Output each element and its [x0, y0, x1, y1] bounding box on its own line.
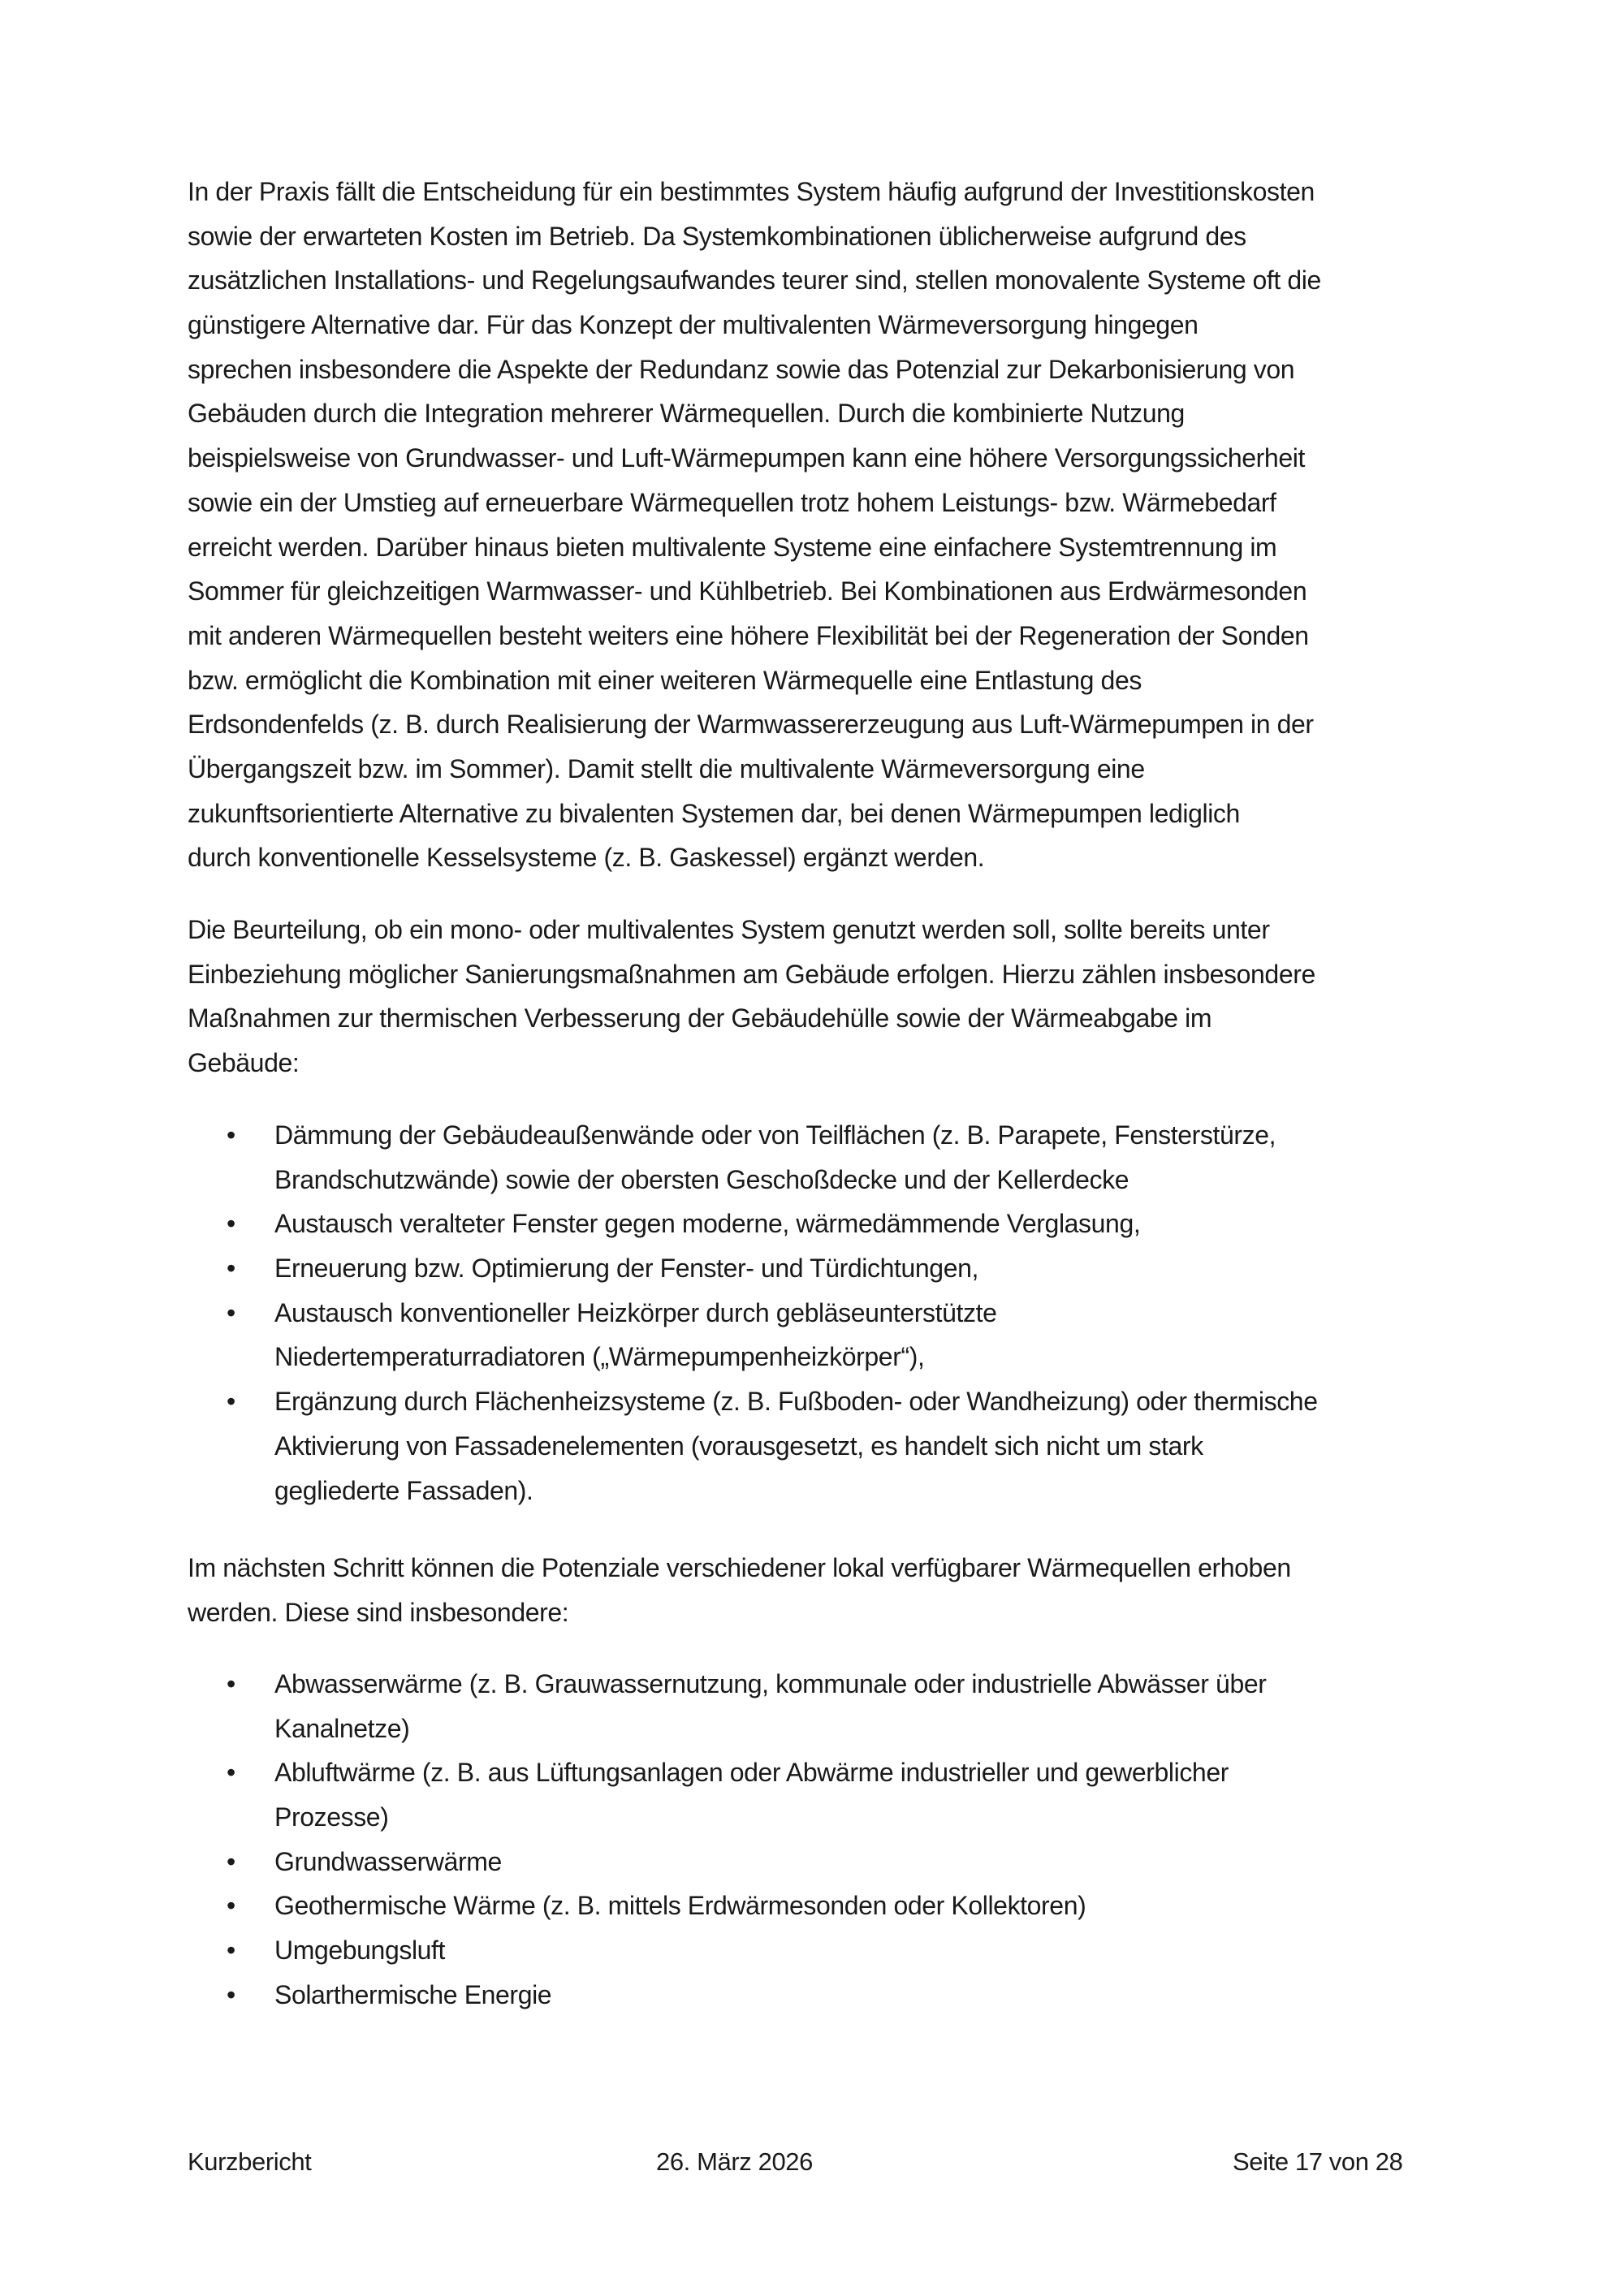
text-line: bzw. ermöglicht die Kombination mit einer weiteren Wärmequelle eine Entlastung des: [188, 665, 1142, 695]
text-line: In der Praxis fällt die Entscheidung für ein bestimmtes System häufig aufgrund der Investitionskosten: [188, 177, 1315, 206]
list-item-text: Kanalnetze): [274, 1713, 410, 1743]
bullet-icon: •: [227, 1891, 235, 1921]
text-line: zukunftsorientierte Alternative zu bivalenten Systemen dar, bei denen Wärmepumpen lediglich: [188, 798, 1240, 828]
text-line: Übergangszeit bzw. im Sommer). Damit stellt die multivalente Wärmeversorgung eine: [188, 753, 1145, 783]
text-line: günstigere Alternative dar. Für das Konzept der multivalenten Wärmeversorgung hingegen: [188, 310, 1199, 340]
bullet-icon: •: [227, 1936, 235, 1966]
list-item-text: Ergänzung durch Flächenheizsysteme (z. B. Fußboden- oder Wandheizung) oder thermische: [274, 1387, 1318, 1417]
paragraph-2: [188, 908, 1487, 1085]
list-item: [188, 1202, 1487, 1246]
heat-sources-list: [188, 1662, 1487, 2018]
list-item-text: gegliederte Fassaden).: [274, 1475, 533, 1505]
bullet-icon: •: [227, 1846, 235, 1876]
list-item-text: Abwasserwärme (z. B. Grauwassernutzung, kommunale oder industrielle Abwässer über: [274, 1669, 1267, 1698]
list-item: [188, 1113, 1487, 1202]
footer-document-title: Kurzbericht: [188, 2147, 312, 2176]
list-item-text: Aktivierung von Fassadenelementen (vorausgesetzt, es handelt sich nicht um stark: [274, 1431, 1203, 1461]
text-line: Gebäuden durch die Integration mehrerer Wärmequellen. Durch die kombinierte Nutzung: [188, 399, 1185, 429]
text-line: zusätzlichen Installations- und Regelungsaufwandes teurer sind, stellen monovalente Systeme oft die: [188, 265, 1321, 296]
footer-page-number: Seite 17 von 28: [1233, 2147, 1403, 2176]
list-item-text: Niedertemperaturradiatoren („Wärmepumpenheizkörper“),: [274, 1342, 925, 1372]
bullet-icon: •: [227, 1669, 235, 1698]
renovation-measures-list: [188, 1113, 1487, 1513]
list-item: [188, 1840, 1487, 1884]
text-line: Gebäude:: [188, 1048, 300, 1078]
text-line: Im nächsten Schritt können die Potenziale verschiedener lokal verfügbarer Wärmequellen erhoben: [188, 1553, 1291, 1582]
text-line: mit anderen Wärmequellen besteht weiters eine höhere Flexibilität bei der Regeneration der Sonden: [188, 620, 1309, 650]
text-line: Maßnahmen zur thermischen Verbesserung der Gebäudehülle sowie der Wärmeabgabe im: [188, 1003, 1212, 1034]
list-item-text: Umgebungsluft: [274, 1936, 446, 1966]
bullet-icon: •: [227, 1979, 235, 2009]
list-item: [188, 1662, 1487, 1750]
bullet-icon: •: [227, 1209, 235, 1239]
list-item: [188, 1750, 1487, 1839]
list-item-text: Geothermische Wärme (z. B. mittels Erdwärmesonden oder Kollektoren): [274, 1891, 1086, 1921]
list-item: [188, 1379, 1487, 1513]
list-item: [188, 1291, 1487, 1379]
list-item-text: Solarthermische Energie: [274, 1979, 552, 2009]
text-line: durch konventionelle Kesselsysteme (z. B. Gaskessel) ergänzt werden.: [188, 843, 985, 873]
bullet-icon: •: [227, 1120, 235, 1150]
list-item-text: Dämmung der Gebäudeaußenwände oder von Teilflächen (z. B. Parapete, Fensterstürze,: [274, 1120, 1276, 1150]
bullet-icon: •: [227, 1254, 235, 1284]
paragraph-1: [188, 170, 1487, 880]
footer-date: 26. März 2026: [656, 2147, 813, 2176]
text-line: Die Beurteilung, ob ein mono- oder multivalentes System genutzt werden soll, sollte bereits unter: [188, 915, 1270, 944]
text-line: werden. Diese sind insbesondere:: [188, 1597, 569, 1627]
text-line: Einbeziehung möglicher Sanierungsmaßnahmen am Gebäude erfolgen. Hierzu zählen insbesondere: [188, 959, 1315, 989]
list-item-text: Erneuerung bzw. Optimierung der Fenster- und Türdichtungen,: [274, 1254, 978, 1284]
bullet-icon: •: [227, 1387, 235, 1417]
list-item: [188, 1928, 1487, 1973]
list-item: [188, 1973, 1487, 2018]
paragraph-3: [188, 1546, 1487, 1634]
bullet-icon: •: [227, 1758, 235, 1788]
text-line: Sommer für gleichzeitigen Warmwasser- und Kühlbetrieb. Bei Kombinationen aus Erdwärmesonden: [188, 576, 1307, 606]
text-line: sprechen insbesondere die Aspekte der Redundanz sowie das Potenzial zur Dekarbonisierung von: [188, 354, 1295, 384]
list-item: [188, 1246, 1487, 1291]
text-line: beispielsweise von Grundwasser- und Luft-Wärmepumpen kann eine höhere Versorgungssicherheit: [188, 443, 1305, 473]
list-item-text: Prozesse): [274, 1802, 389, 1832]
list-item-text: Brandschutzwände) sowie der obersten Geschoßdecke und der Kellerdecke: [274, 1164, 1129, 1194]
text-line: sowie ein der Umstieg auf erneuerbare Wärmequellen trotz hohem Leistungs- bzw. Wärmebedarf: [188, 487, 1276, 517]
list-item-text: Austausch veralteter Fenster gegen moderne, wärmedämmende Verglasung,: [274, 1209, 1141, 1239]
list-item-text: Grundwasserwärme: [274, 1846, 502, 1876]
text-line: sowie der erwarteten Kosten im Betrieb. Da Systemkombinationen üblicherweise aufgrund des: [188, 221, 1246, 251]
list-item-text: Abluftwärme (z. B. aus Lüftungsanlagen oder Abwärme industrieller und gewerblicher: [274, 1758, 1229, 1788]
text-line: Erdsondenfelds (z. B. durch Realisierung der Warmwassererzeugung aus Luft-Wärmepumpen in der: [188, 710, 1314, 740]
bullet-icon: •: [227, 1297, 235, 1327]
text-line: erreicht werden. Darüber hinaus bieten multivalente Systeme eine einfachere Systemtrennung im: [188, 532, 1277, 562]
list-item-text: Austausch konventioneller Heizkörper durch gebläseunterstützte: [274, 1297, 997, 1327]
list-item: [188, 1884, 1487, 1928]
